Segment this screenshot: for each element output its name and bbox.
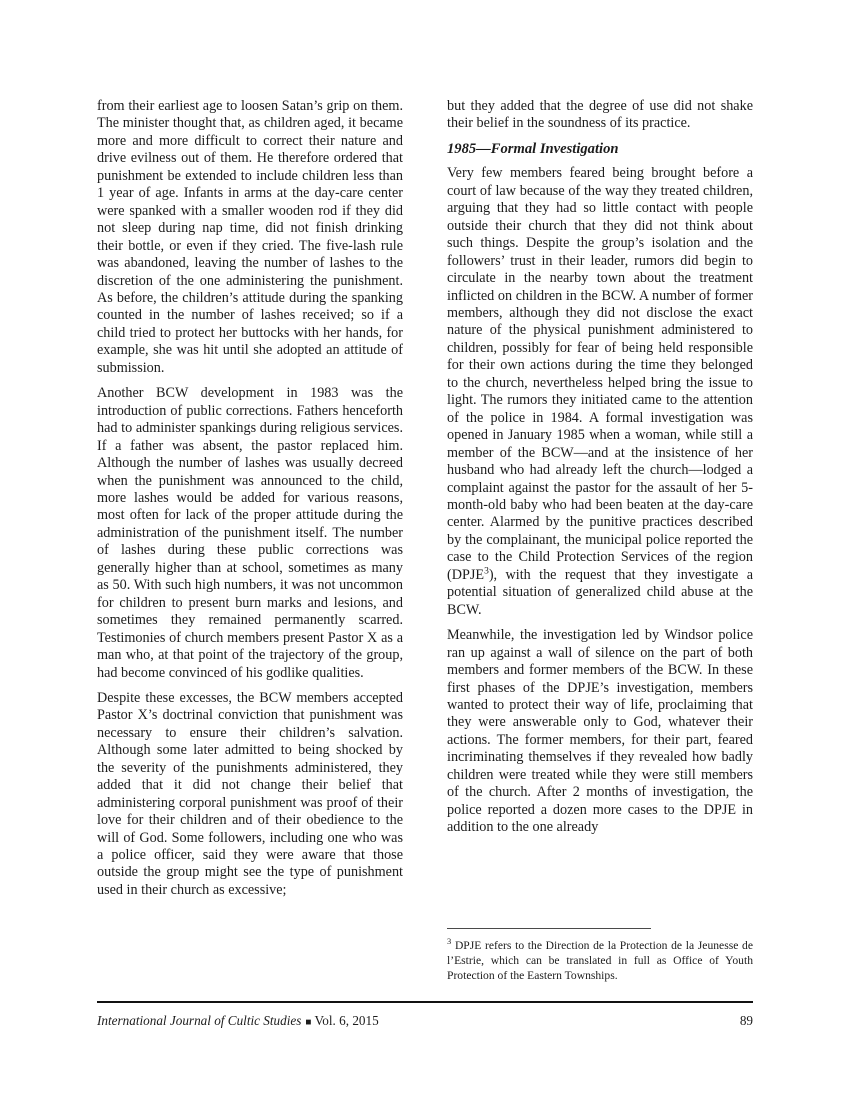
footer-rule xyxy=(97,1001,753,1003)
footnote-separator-rule xyxy=(447,928,651,929)
square-bullet-icon: ■ xyxy=(305,1017,312,1028)
page-number: 89 xyxy=(739,1013,753,1028)
footnote-reference: 3 xyxy=(484,566,489,577)
body-paragraph: Despite these excesses, the BCW members accepted Pastor X’s doctrinal conviction that punishment was necessary to ensure their children’s salvation. Although some later admitted to being shocked by the severity of the punishments administered, they added that it did not change their belief that administering corporal punishment was proof of their love for their children and of their obedience to the will of God. Some followers, including one who was a police officer, said they were aware that those outside the group might see the type of punishment used in their church as excessive; xyxy=(97,689,403,898)
page-footer xyxy=(97,1013,753,1029)
body-paragraph: Another BCW development in 1983 was the introduction of public corrections. Fathers henceforth had to administer spankings during religious services. If a father was absent, the pastor replaced him. Although the number of lashes was usually decreed when the punishment was announced to the child, more lashes would be added for various reasons, most often for lack of the proper attitude during the administration of the punishment itself. The number of lashes during these public corrections was generally higher than at school, sometimes as many as 50. With such high numbers, it was not uncommon for children to present burn marks and lesions, and sometimes they remained permanently scarred. Testimonies of church members present Pastor X as a man who, at that point of the trajectory of the group, had become convinced of his godlike qualities. xyxy=(97,385,403,681)
section-heading: 1985—Formal Investigation xyxy=(447,140,619,157)
paragraph-text: Very few members feared being brought before a court of law because of the way they treated children, arguing that they had so little contact with people outside their church that they did not think about such things. Despite the group’s isolation and the followers’ trust in their leader, rumors did begin to circulate in the nearby town about the treatment inflicted on children in the BCW. A number of former members, although they did not disclose the exact nature of the physical punishment administered to children, possibly for fear of being held responsible for their own actions during the time they belonged to the church, nevertheless helped bring the issue to light. The rumors they initiated came to the attention of the police in 1984. A formal investigation was opened in January 1985 when a woman, while still a member of the BCW—and at the insistence of her husband who had already left the church—lodged a complaint against the pastor for the assault of her 5-month-old baby who had been beaten at the day-care center. Alarmed by the punitive practices described by the complainant, the municipal police reported the case to the Child Protection Services of the region (DPJE xyxy=(447,165,753,583)
body-paragraph: Meanwhile, the investigation led by Windsor police ran up against a wall of silence on the part of both members and former members of the BCW. In these first phases of the DPJE’s investigation, members wanted to protect their way of life, proclaiming that they were answerable only to God, whatever their actions. The former members, for their part, feared incriminating themselves if they revealed how badly children were treated while they were still members of the church. After 2 months of investigation, the police reported a dozen more cases to the DPJE in addition to the one already xyxy=(447,627,753,836)
footnote-marker: 3 xyxy=(447,936,452,947)
right-column xyxy=(447,98,753,845)
body-paragraph xyxy=(447,165,753,619)
footnote-block xyxy=(447,928,753,983)
footer-journal-info xyxy=(97,1013,379,1029)
body-paragraph: but they added that the degree of use did not shake their belief in the soundness of its practice. xyxy=(447,98,753,132)
footnote-body: DPJE refers to the Direction de la Protection de la Jeunesse de l’Estrie, which can be translated in full as Office of Youth Protection of the Eastern Townships. xyxy=(447,939,753,982)
left-column xyxy=(97,98,403,907)
journal-name: International Journal of Cultic Studies xyxy=(97,1013,302,1028)
footnote-text xyxy=(447,938,753,983)
paragraph-text: ), with the request that they investigate a potential situation of generalized child abuse at the BCW. xyxy=(447,566,753,618)
body-paragraph: from their earliest age to loosen Satan’s grip on them. The minister thought that, as children aged, it became more and more difficult to correct their nature and drive evilness out of them. He therefore ordered that punishment be extended to include children less than 1 year of age. Infants in arms at the day-care center were spanked with a smaller wooden rod if they did not sleep during nap time, did not finish drinking their bottle, or even if they cried. The five-lash rule was abandoned, leaving the number of lashes to the discretion of the one administering the punishment. As before, the children’s attitude during the spanking counted in the number of lashes received; so if a child tried to protect her buttocks with her hands, for example, she was hit until she adopted an attitude of submission. xyxy=(97,98,403,376)
volume-label: Vol. 6, 2015 xyxy=(314,1013,379,1028)
